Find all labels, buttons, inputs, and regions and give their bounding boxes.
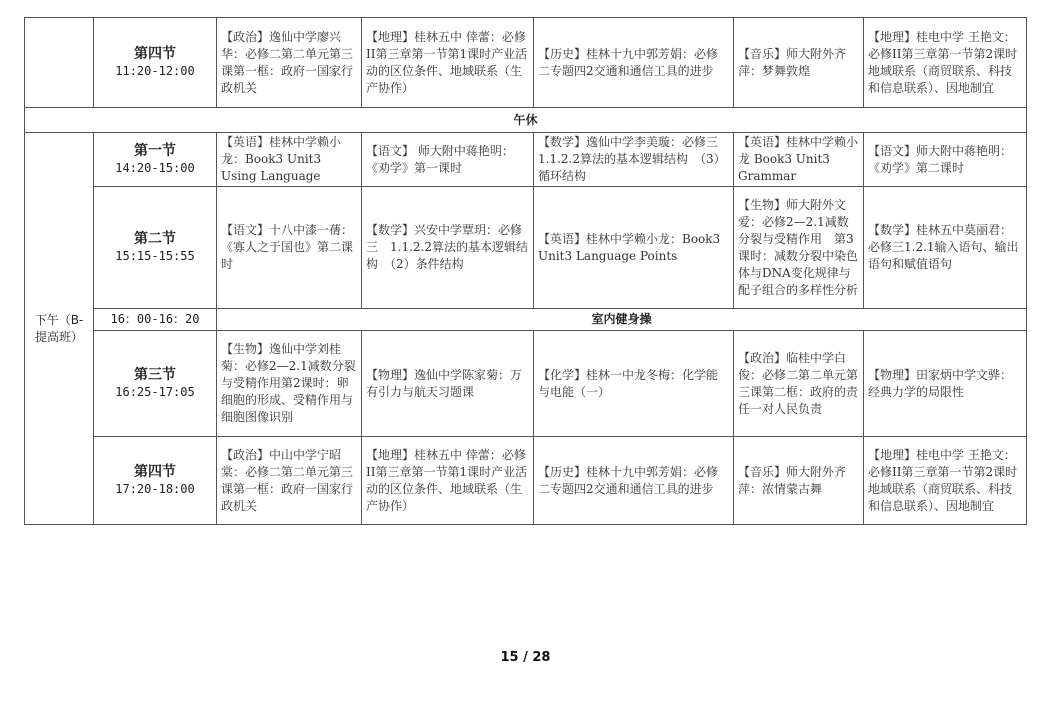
table-row	[25, 18, 1027, 108]
lesson-cell: 【化学】桂林一中龙冬梅：化学能与电能（一）	[534, 331, 734, 437]
slot-cell	[94, 437, 217, 525]
lesson-cell: 【英语】桂林中学赖小龙：Book3 Unit3 Using Language	[217, 133, 362, 187]
lesson-cell: 【数学】桂林五中莫丽君：必修三1.2.1输入语句、输出语句和赋值语句	[864, 187, 1027, 309]
lesson-cell: 【数学】逸仙中学李美璇：必修三 1.1.2.2算法的基本逻辑结构 （3）循环结构	[534, 133, 734, 187]
lesson-cell: 【地理】桂林五中 倖蕾：必修II第三章第一节第1课时产业活动的区位条件、地域联系（生产协作）	[362, 18, 534, 108]
lesson-cell: 【历史】桂林十九中郭芳娟：必修二专题四2交通和通信工具的进步	[534, 18, 734, 108]
table-row	[25, 133, 1027, 187]
lesson-cell: 【数学】兴安中学覃玥：必修三 1.1.2.2算法的基本逻辑结构 （2）条件结构	[362, 187, 534, 309]
slot-name: 第四节	[134, 463, 176, 480]
lesson-cell: 【政治】逸仙中学廖兴华：必修二第二单元第三课第一框：政府一国家行政机关	[217, 18, 362, 108]
period-label: 下午（B-提高班）	[25, 133, 94, 525]
slot-cell	[94, 133, 217, 187]
lesson-cell: 【音乐】师大附外齐萍：浓情蒙古舞	[734, 437, 864, 525]
break-activity-label: 室内健身操	[217, 309, 1027, 331]
lesson-cell: 【地理】桂林五中 倖蕾：必修II第三章第一节第1课时产业活动的区位条件、地域联系（生产协作）	[362, 437, 534, 525]
slot-name: 第二节	[134, 230, 176, 247]
slot-time: 11:20-12:00	[115, 63, 195, 78]
lesson-cell: 【地理】桂电中学 王艳文：必修II第三章第一节第2课时地域联系（商贸联系、科技和信息联系）、因地制宜	[864, 437, 1027, 525]
table-row	[25, 437, 1027, 525]
slot-cell	[94, 187, 217, 309]
lesson-cell: 【生物】师大附外文爱：必修2—2.1减数分裂与受精作用 第3课时：减数分裂中染色体与DNA变化规律与配子组合的多样性分析	[734, 187, 864, 309]
slot-time: 14:20-15:00	[115, 160, 195, 175]
lesson-cell: 【英语】桂林中学赖小龙 Book3 Unit3 Grammar	[734, 133, 864, 187]
slot-time: 17:20-18:00	[115, 481, 195, 496]
table-row	[25, 187, 1027, 309]
lunch-row	[25, 108, 1027, 133]
lesson-cell: 【音乐】师大附外齐萍：梦舞敦煌	[734, 18, 864, 108]
break-time: 16：00-16：20	[94, 309, 217, 331]
lesson-cell: 【语文】十八中漆一蒨：《寡人之于国也》第二课时	[217, 187, 362, 309]
slot-name: 第三节	[134, 366, 176, 383]
lesson-cell: 【地理】桂电中学 王艳文：必修II第三章第一节第2课时地域联系（商贸联系、科技和信息联系）、因地制宜	[864, 18, 1027, 108]
slot-time: 16:25-17:05	[115, 384, 195, 399]
lesson-cell: 【生物】逸仙中学刘桂菊：必修2—2.1减数分裂与受精作用第2课时：卵细胞的形成、受精作用与细胞图像识别	[217, 331, 362, 437]
break-row	[25, 309, 1027, 331]
lesson-cell: 【物理】田家炳中学文骅：经典力学的局限性	[864, 331, 1027, 437]
slot-name: 第四节	[134, 45, 176, 62]
period-cell-empty	[25, 18, 94, 108]
slot-cell	[94, 331, 217, 437]
page-indicator: 15 / 28	[500, 650, 551, 665]
slot-time: 15:15-15:55	[115, 248, 195, 263]
lesson-cell: 【英语】桂林中学赖小龙：Book3 Unit3 Language Points	[534, 187, 734, 309]
lesson-cell: 【政治】中山中学宁昭棠：必修二第二单元第三课第一框：政府一国家行政机关	[217, 437, 362, 525]
lesson-cell: 【历史】桂林十九中郭芳娟：必修二专题四2交通和通信工具的进步	[534, 437, 734, 525]
schedule-table	[24, 17, 1027, 525]
lesson-cell: 【物理】逸仙中学陈家菊：万有引力与航天习题课	[362, 331, 534, 437]
slot-name: 第一节	[134, 142, 176, 159]
table-row	[25, 331, 1027, 437]
lesson-cell: 【语文】师大附中蒋艳明：《劝学》第二课时	[864, 133, 1027, 187]
lesson-cell: 【语文】 师大附中蒋艳明：《劝学》第一课时	[362, 133, 534, 187]
lunch-break-label: 午休	[25, 108, 1027, 133]
lesson-cell: 【政治】临桂中学白俊：必修二第二单元第三课第二框：政府的责任一对人民负责	[734, 331, 864, 437]
slot-cell	[94, 18, 217, 108]
